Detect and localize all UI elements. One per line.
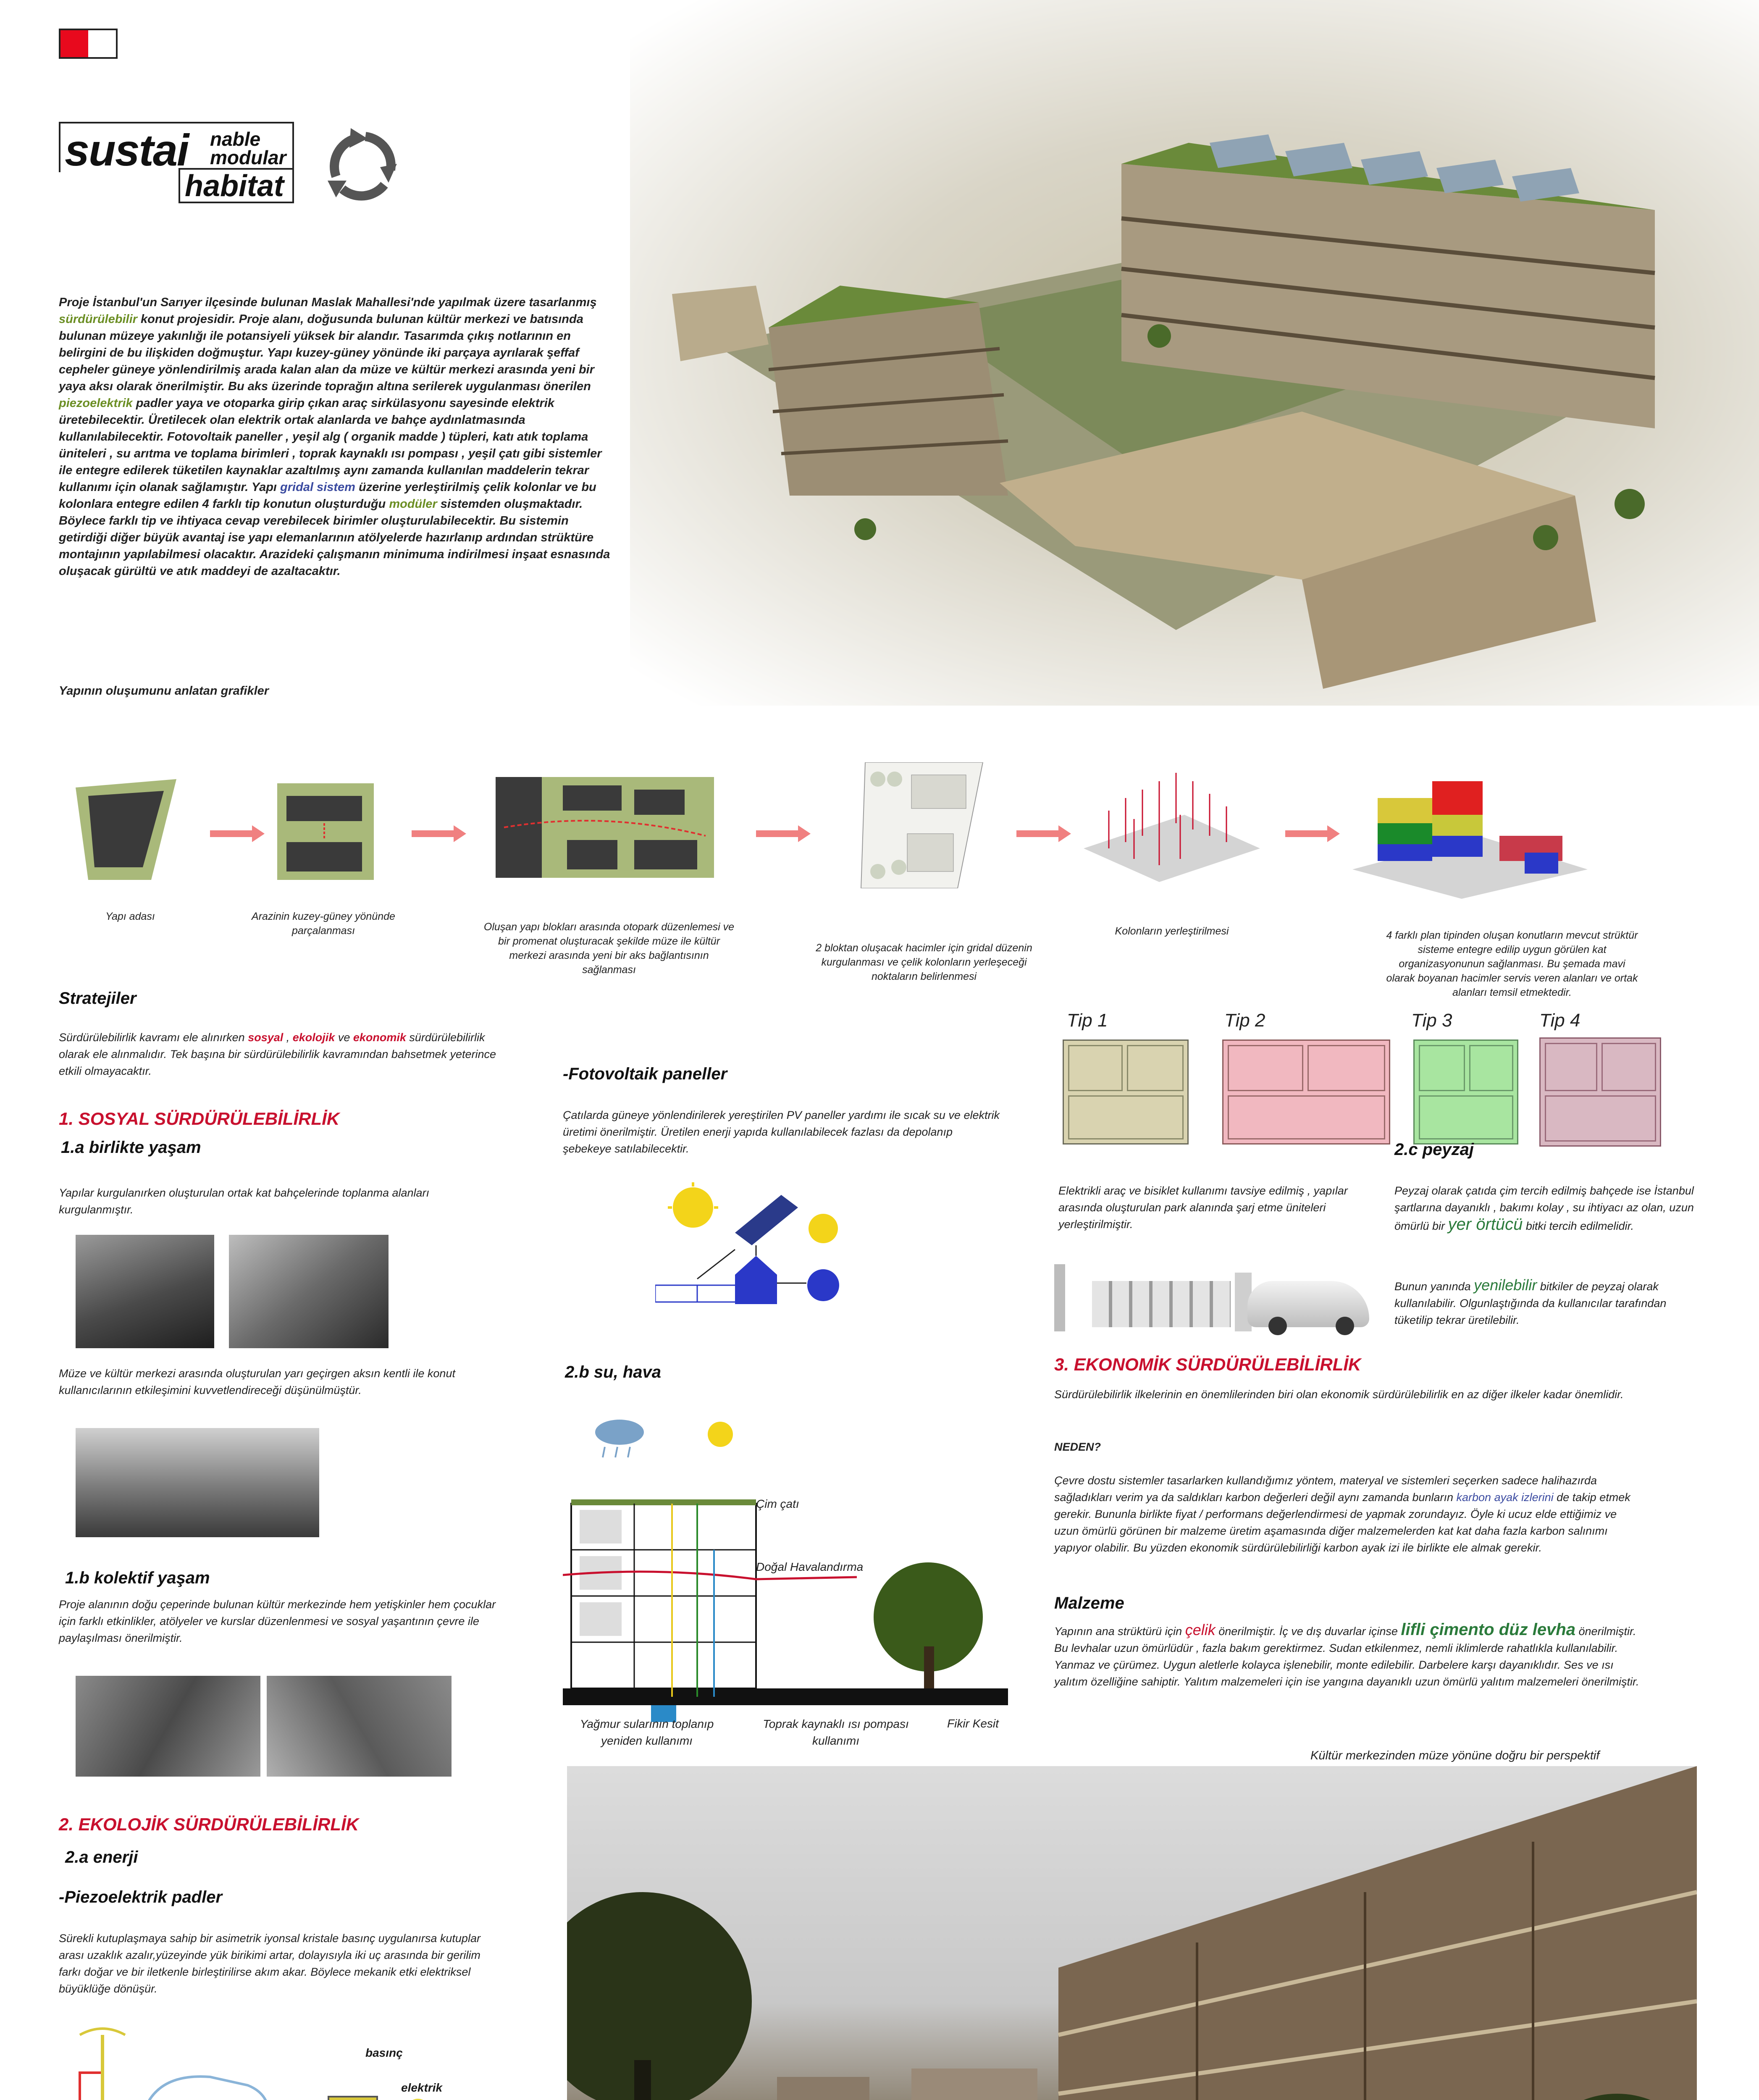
graphics-title: Yapının oluşumunu anlatan grafikler [59,684,269,698]
perspective-scene [567,1766,1697,2100]
label-heat-pump: Toprak kaynaklı ısı pompası kullanımı [763,1717,909,1747]
piezo-title: -Piezoelektrik padler [59,1888,223,1906]
arrow-icon [1016,825,1071,842]
caption-axis: Oluşan yapı blokları arasında otopark düzenlemesi ve bir promenat oluşturacak şekilde müze ile kültür merkezi arasında yeni bir aks bağlantısının sağlanması [483,921,735,976]
material-title: Malzeme [1054,1594,1124,1612]
intro-text [59,294,613,580]
water-air-title: 2.b su, hava [565,1363,661,1381]
caption-columns: Kolonların yerleştirilmesi [1115,925,1229,937]
why-part: de takip etmek gerekir. Bununla birlikte fiyat / performans değerlendirmesi de yapmak zorundayız. Öyle ki ucuz elde ettiğimiz ve uzun ömürlü görünen bir malzeme üretim aşamasında diğer malzemelerden kat kat daha fazla karbon salınımı yapıyor olabilir. Bu yüzden ekonomik sürdürülebilirliği karbon ayak izi ile birlikte ele almak gerekir. [1054,1491,1630,1554]
white-swatch [88,30,116,57]
highlight-red: ekolojik [292,1031,335,1044]
plan-type-3 [1413,1040,1518,1144]
arrow-icon [756,825,811,842]
arrow-icon [1285,825,1340,842]
social-sub-b: 1.b kolektif yaşam [65,1569,210,1587]
economic-why-text [1054,1472,1642,1556]
logo-word-nable: nable [210,128,261,150]
plan-type-2 [1222,1040,1390,1144]
strategies-part: sürdürülebilirlik olarak ele alınmalıdır. Tek başına bir sürdürülebilirlik kavramından bahsetmek yeterince etkili olmayacaktır. [59,1031,496,1077]
photo-classroom [267,1676,452,1777]
social-text-a: Yapılar kurgulanırken oluşturulan ortak kat bahçelerinde toplanma alanları kurgulanmıştır. [59,1186,430,1216]
social-text-b: Proje alanının doğu çeperinde bulunan kültür merkezinde hem yetişkinler hem çocuklar için farklı etkinlikler, atölyeler ve kurslar düzenlenmesi ve sosyal yaşantının çevre ile paylaşılması önerilmiştir. [59,1598,496,1644]
highlight-green: sürdürülebilir [59,312,137,326]
perspective-caption: Kültür merkezinden müze yönüne doğru bir perspektif [1310,1749,1600,1762]
material-text-b: önerilmiştir. İç ve dış duvarlar içinse [1215,1625,1401,1638]
site-split-diagram [277,783,378,884]
pv-text: Çatılarda güneye yönlendirilerek yereştirilen PV paneller yardımı ile sıcak su ve elektrik üretimi önerilmiştir. Üretilen enerji yapıda kullanılabilecek fazlası da depolanıp şebekeye satılabilecektir. [563,1109,1000,1155]
landscape-text1-a: Peyzaj olarak çatıda çim tercih edilmiş bahçede ise İstanbul şartlarına dayanıklı , bakımı kolay , su ihtiyacı az olan, uzun ömürlü bir [1394,1184,1694,1232]
caption-volumes: 4 farklı plan tipinden oluşan konutların mevcut strüktür sisteme entegre edilip uygun görülen kat organizasyonunun sağlanması. Bu şemada mavi olarak boyanan hacimler servis veren alanları ve ortak alanları temsil etmektedir. [1386,929,1638,998]
material-text [1054,1621,1642,1690]
volumes-diagram [1352,773,1588,899]
sun-icon [701,1415,739,1453]
intro-part: sistemden oluşmaktadır. Böylece farklı tip ve ihtiyaca cevap verebilecek birimler oluşturulabilecektir. Bu sistemin getirdiği diğer büyük avantaj ise yapı elemanlarının atölyelerde hazırlanıp ardından strüktüre montajının yapılabilmesi olacaktır. Arazideki çalışmanın minimuma indirilmesi inşaat esnasında oluşacak gürültü ve atık maddeyi de azaltacaktır. [59,497,610,578]
arrow-icon [412,825,466,842]
economic-why: NEDEN? [1054,1441,1101,1453]
logo-word-main: sustai [65,126,189,175]
highlight-red: sosyal [248,1031,284,1044]
steel-highlight: çelik [1185,1621,1216,1638]
highlight-blue: gridal sistem [280,480,355,494]
landscape-text2-b: bitkiler de peyzaj olarak kullanılabilir. Olgunlaştığında da kullanıcılar tarafından tüketilip tekrar üretilebilir. [1394,1280,1667,1326]
label-ventilation: Doğal Havalandırma [756,1560,864,1573]
ecological-sub-a: 2.a enerji [65,1848,138,1866]
economic-intro: Sürdürülebilirlik ilkelerinin en önemlilerinden biri olan ekonomik sürdürülebilirlik en az diğer ilkeler kadar önemlidir. [1054,1388,1624,1401]
piezo-crystal [328,2096,378,2100]
logo-word-modular: modular [210,147,286,168]
caption-split: Arazinin kuzey-güney yönünde parçalanması [252,911,395,937]
piezo-label-electric: elektrik [401,2081,443,2094]
landscape-text1 [1394,1182,1697,1234]
intro-part: konut projesidir. Proje alanı, doğusunda bulunan kültür merkezi ve batısında bulunan müzeye yakınlığı ile potansiyeli yüksek bir alandır. Tasarımda çıkış notlarının en belirgini de bu ilişkiden doğmuştur. Yapı kuzey-güney yönünde iki parçaya ayrılarak şeffaf cepheler güneye yönlendirilmiş arada kalan alan da müze ve kültür merkezi arasında yeni bir yaya aksı olarak önerilmiştir. Bu aks üzerinde toprağın altına serilerek uygulanması önerilen [59,312,594,393]
label-section: Fikir Kesit [947,1717,999,1730]
label-rain: Yağmur sularının toplanıp yeniden kullanımı [580,1717,714,1747]
strategies-part: ve [335,1031,353,1044]
strategies-text [59,1029,500,1079]
highlight-green: modüler [389,497,437,511]
highlight-green: piezoelektrik [59,396,133,410]
pv-title: -Fotovoltaik paneller [563,1065,727,1083]
site-axis-diagram [496,777,714,878]
grid-plan-diagram [857,762,991,888]
landscape-title: 2.c peyzaj [1394,1140,1474,1159]
piezo-street-diagram [71,2022,307,2100]
recycle-icon [311,113,412,206]
photo-workshop [76,1676,260,1777]
cloud-icon [592,1413,647,1460]
building-render [630,0,1759,706]
groundcover-highlight: yer örtücü [1448,1215,1523,1234]
columns-diagram [1084,764,1260,890]
material-text-a: Yapının ana strüktürü için [1054,1625,1185,1638]
diagram-row [59,756,1718,1033]
piezo-text: Sürekli kutuplaşmaya sahip bir asimetrik iyonsal kristale basınç uygulanırsa kutuplar arası uzaklık azalır,yüzeyinde yük birikimi artar, dolayısıyla iki uç arasında bir gerilim farkı doğar ve bir iletkenle birleştirilirse akım akar. Böylece mekanik etki elektriksel büyüklüğe dönüşür. [59,1932,480,1995]
landscape-text1-b: bitki tercih edilmelidir. [1523,1220,1634,1232]
ecological-title: 2. EKOLOJİK SÜRDÜRÜLEBİLİRLİK [59,1814,359,1834]
plan-type-1 [1063,1040,1189,1144]
intro-part: padler yaya ve otoparka girip çıkan araç sirkülasyonu sayesinde elektrik üretebilecektir. Üretilecek olan elektrik ortak alanlarda ve bahçe aydınlatmasında kullanılabilecektir. Fotovoltaik paneller , yeşil alg ( organik madde ) tüpleri, katı atık toplama üniteleri , su arıtma ve toplama birimleri , toprak kaynaklı ısı pompası , yeşil çatı gibi sistemler ile entegre edilerek tüketilen kaynaklar azaltılmış aynı zamanda kullanılan maddelerin tekrar kullanımı için olanak sağlamıştır. Yapı [59,396,602,494]
photo-shared-gardens [76,1235,214,1348]
photo-building-balconies [229,1235,389,1348]
arrow-icon [210,825,265,842]
social-text-a2: Müze ve kültür merkezi arasında oluşturulan yarı geçirgen aksın kentli ile konut kullanıcılarının etkileşimini kuvvetlendireceği düşünülmüştür. [59,1367,455,1396]
social-sub-a: 1.a birlikte yaşam [61,1138,201,1157]
board-highlight: lifli çimento düz levha [1401,1620,1575,1639]
strategies-part: Sürdürülebilirlik kavramı ele alınırken [59,1031,248,1044]
logo [59,122,294,202]
caption-site: Yapı adası [105,911,155,922]
highlight-blue: karbon ayak izlerini [1456,1491,1554,1504]
material-text-c: önerilmiştir. Bu levhalar uzun ömürlüdür , fazla bakım gerektirmez. Sudan etkilenmez, nemli iklimlerde rahatlıkla kullanılabilir. Yanmaz ve çürümez. Uygun aletlerle kolayca işlenebilir, monte edilebilir. Darbelere karşı dayanıklıdır. Ses ve ısı yalıtım özelliğine sahiptir. Yalıtım malzemeleri için ise yangına dayanıklı uzun ömürlü yalıtım malzemeleri önerilmiştir. [1054,1625,1639,1688]
perspective-render [567,1766,1697,2100]
site-island-diagram [76,779,185,880]
highlight-red: ekonomik [353,1031,406,1044]
tip-label: Tip 1 [1067,1010,1108,1031]
pv-system-diagram [655,1182,861,1321]
caption-grid: 2 bloktan oluşacak hacimler için gridal düzenin kurgulanması ve çelik kolonların yerleşeceği noktaların belirlenmesi [816,942,1032,982]
header-color-swatch [59,29,118,59]
lightbulb-icon [403,2096,433,2100]
photo-street-axis [76,1428,319,1537]
intro-part: üzerine yerleştirilmiş çelik kolonlar ve bu kolonlara entegre edilen 4 farklı tip konutun oluşturduğu [59,480,596,511]
plan-type-4 [1539,1037,1661,1147]
intro-part: Proje İstanbul'un Sarıyer ilçesinde bulunan Maslak Mahallesi'nde yapılmak üzere tasarlanmış [59,296,597,309]
strategies-title: Stratejiler [59,989,137,1008]
edible-highlight: yenilebilir [1474,1276,1537,1294]
social-title: 1. SOSYAL SÜRDÜRÜLEBİLİRLİK [59,1109,340,1129]
economic-title: 3. EKONOMİK SÜRDÜRÜLEBİLİRLİK [1054,1354,1361,1374]
tip-label: Tip 4 [1539,1010,1580,1031]
strategies-part: , [283,1031,293,1044]
piezo-label-pressure: basınç [365,2046,403,2059]
why-part: Çevre dostu sistemler tasarlarken kullandığımız yöntem, materyal ve sistemleri seçerken sadece halihazırda sağladıkları verim ya da saldıkları karbon değerleri değil aynı zamanda bunların [1054,1474,1597,1504]
landscape-text2 [1394,1277,1697,1328]
label-green-roof: Çim çatı [756,1497,799,1510]
red-swatch [60,30,88,57]
hero-render [630,0,1759,706]
logo-word-habitat: habitat [185,169,284,203]
landscape-text2-a: Bunun yanında [1394,1280,1474,1293]
tip-label: Tip 2 [1224,1010,1265,1031]
ev-text: Elektrikli araç ve bisiklet kullanımı tavsiye edilmiş , yapılar arasında oluşturulan park alanında şarj etme üniteleri yerleştirilmiştir. [1058,1184,1348,1231]
ev-charging-illustration [1050,1260,1369,1336]
tip-label: Tip 3 [1411,1010,1452,1031]
